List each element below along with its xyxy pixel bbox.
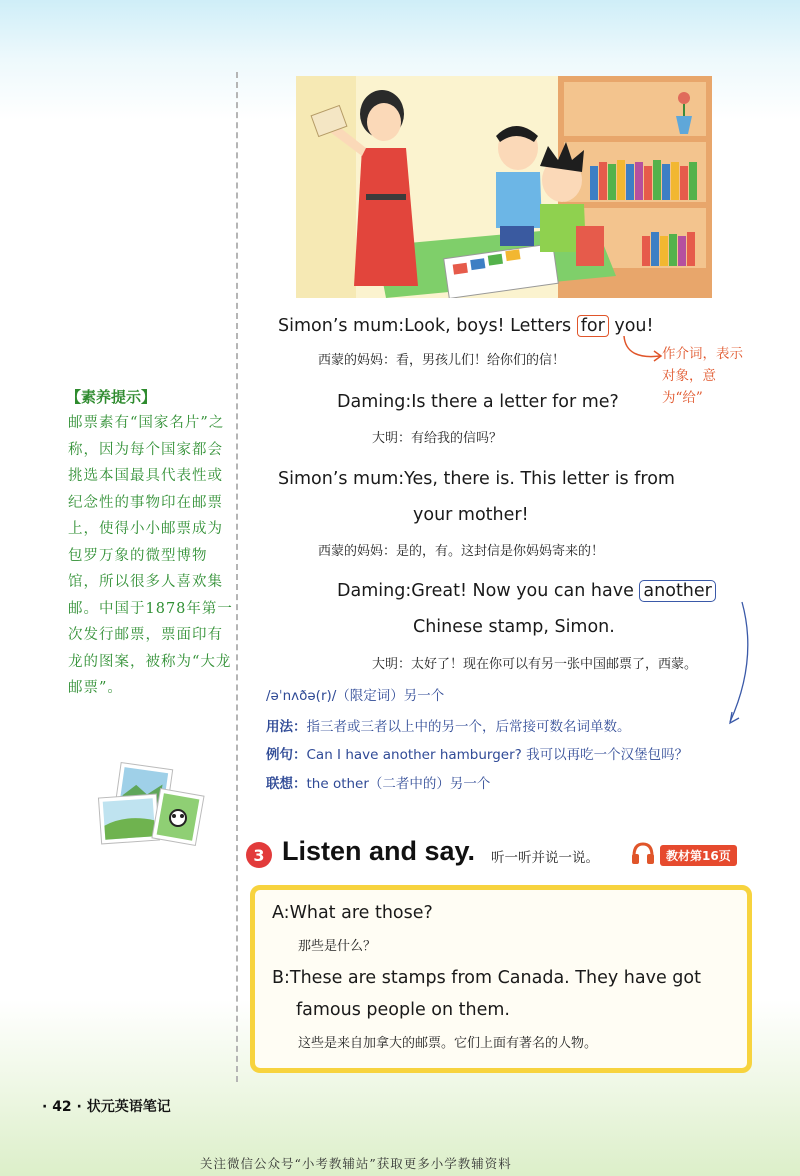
bottom-watermark-note: 关注微信公众号“小考教辅站”获取更多小学教辅资料: [200, 1156, 512, 1171]
usage-text: 指三者或三者以上中的另一个，后常接可数名词单数。: [306, 719, 631, 735]
another-connector-icon: [710, 600, 760, 730]
dialogue-line-2: [337, 392, 619, 412]
question-a-translation: 那些是什么？: [298, 939, 377, 954]
label-a: A:: [272, 903, 290, 923]
section-title: Listen and say.: [282, 836, 476, 866]
stamps-illustration: [96, 762, 206, 850]
literacy-tip-body: 邮票素有“国家名片”之称，因为每个国家都会挑选本国最具代表性或纪念性的事物印在邮票上，使得小小邮票成为包罗万象的微型博物馆，所以很多人喜欢集邮。中国于1878年第一次发行邮票，票面印有龙的图案，被称为“大龙邮票”。: [68, 415, 233, 696]
section-subtitle: 听一听并说一说。: [491, 850, 599, 866]
dialogue-text: Great! Now you can have: [411, 581, 640, 601]
dialogue-line-4: [337, 581, 716, 601]
another-related: [266, 772, 490, 792]
dialogue-line-1: [278, 316, 654, 336]
example-text: Can I have another hamburger? 我可以再吃一个汉堡包吗？: [306, 747, 689, 763]
literacy-tip-title: 【素养提示】: [66, 388, 157, 406]
dialogue-line-3: [278, 469, 675, 489]
highlighted-word-another: another: [639, 580, 715, 602]
related-text: the other（二者中的）另一个: [306, 776, 491, 792]
dialogue-text: Is there a letter for me?: [411, 392, 619, 412]
dialogue-translation-3: 西蒙的妈妈：是的，有。这封信是你妈妈寄来的！: [318, 544, 605, 559]
dialogue-text: Yes, there is. This letter is from: [404, 469, 675, 489]
dialogue-text: Look, boys! Letters: [404, 316, 577, 336]
headphones-icon[interactable]: [630, 840, 656, 866]
answer-b-text: These are stamps from Canada. They have got: [289, 968, 701, 988]
related-label: 联想：: [266, 776, 307, 792]
dialogue-text: you!: [608, 316, 654, 336]
answer-b-translation: 这些是来自加拿大的邮票。它们上面有著名的人物。: [298, 1036, 598, 1051]
answer-b: [272, 968, 701, 988]
colon: :: [398, 469, 405, 489]
textbook-page-ref: 教材第16页: [660, 845, 737, 866]
classroom-illustration: [296, 76, 712, 298]
dialogue-translation-1: 西蒙的妈妈：看，男孩儿们！给你们的信！: [318, 353, 566, 368]
speaker-daming: Daming: [337, 581, 406, 601]
colon: :: [405, 581, 412, 601]
question-a-text: What are those?: [289, 903, 433, 923]
another-usage: [266, 715, 631, 735]
speaker-simons-mum: Simon’s mum: [278, 469, 399, 489]
highlighted-word-for: for: [577, 315, 609, 337]
section-number-badge: 3: [246, 842, 272, 868]
dialogue-translation-4: 大明：太好了！现在你可以有另一张中国邮票了，西蒙。: [372, 657, 698, 672]
speaker-simons-mum: Simon’s mum: [278, 316, 399, 336]
dialogue-line-3b: your mother!: [413, 505, 529, 525]
dialogue-translation-2: 大明：有给我的信吗？: [372, 431, 503, 446]
page-footer: [42, 1096, 171, 1116]
page-number: · 42 ·: [42, 1099, 82, 1115]
annotation-for: 作介词，表示对象，意为“给”: [662, 346, 743, 406]
colon: :: [405, 392, 412, 412]
another-example: [266, 743, 688, 763]
dialogue-line-4b: Chinese stamp, Simon.: [413, 617, 615, 637]
column-divider: [236, 72, 238, 1082]
speaker-daming: Daming: [337, 392, 406, 412]
another-phonetic: /əˈnʌðə(r)/（限定词）另一个: [266, 688, 445, 704]
label-b: B:: [272, 968, 290, 988]
usage-label: 用法：: [266, 719, 307, 735]
annotation-arrow-icon: [616, 334, 664, 374]
answer-b-line2: famous people on them.: [296, 1000, 510, 1020]
question-a: [272, 903, 433, 923]
colon: :: [398, 316, 405, 336]
book-title: 状元英语笔记: [86, 1099, 171, 1115]
example-label: 例句：: [266, 747, 307, 763]
